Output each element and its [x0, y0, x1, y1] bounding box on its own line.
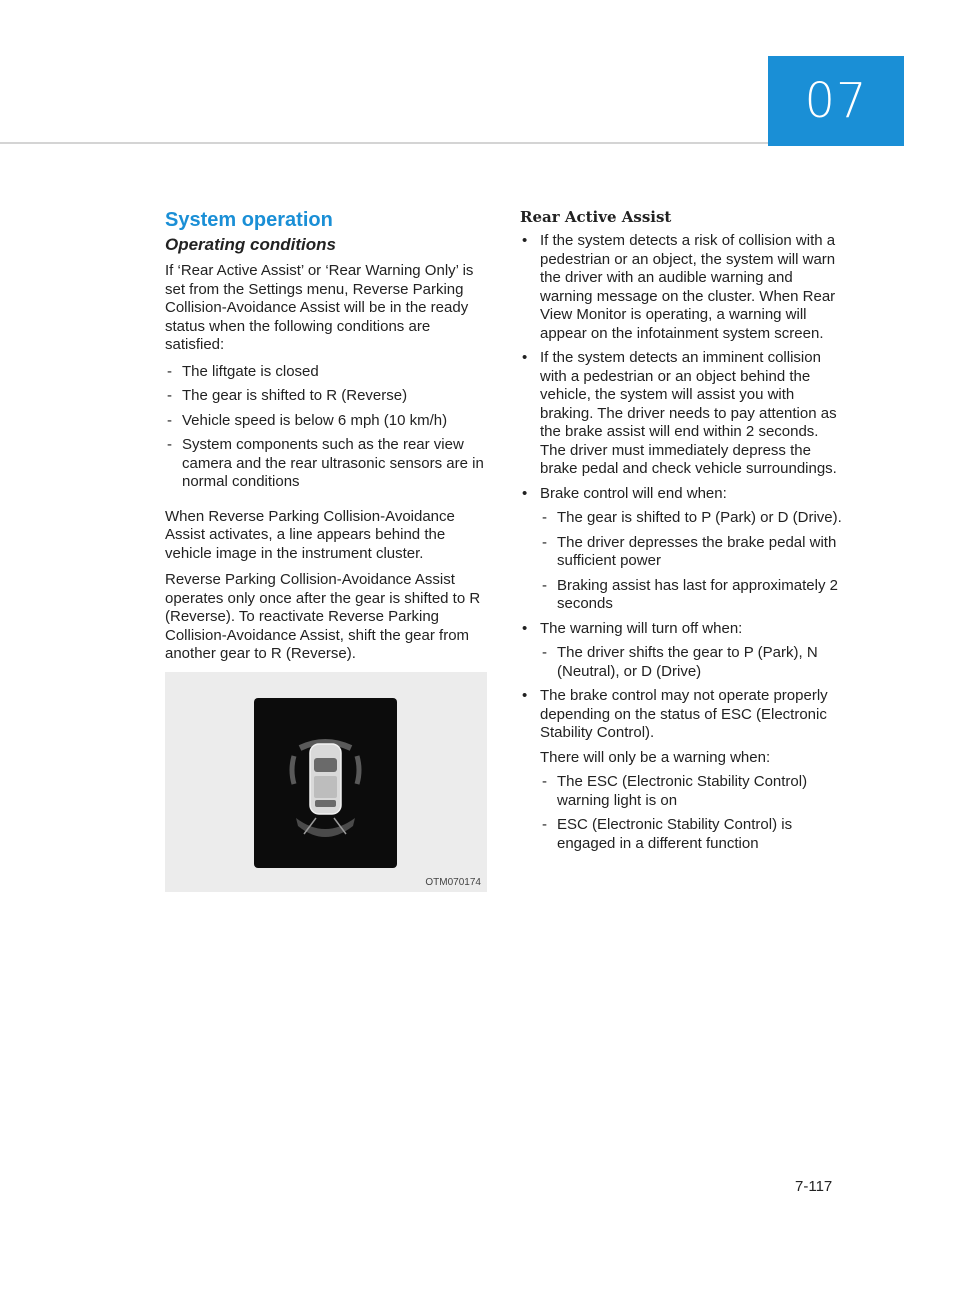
warning-off-list: [540, 644, 842, 681]
list-item: • If the system detects a risk of collision with a pedestrian or an object, the system will warn the driver with an audible warning and warning message on the cluster. When Rear View Monitor is operating, a warning will appear on the infotainment system screen.: [522, 232, 836, 342]
rear-active-assist-title: Rear Active Assist: [520, 208, 672, 226]
list-item: - Braking assist has last for approximately 2 seconds: [540, 577, 842, 614]
chapter-tab: [768, 56, 904, 146]
car-windshield: [314, 758, 337, 772]
header-rule: [0, 142, 768, 144]
bullet-icon: •: [522, 232, 528, 249]
bullet-icon: •: [522, 619, 528, 637]
conditions-list: [165, 363, 487, 492]
list-item: [520, 687, 842, 853]
section-title: System operation: [165, 209, 333, 231]
warning-only-list: [540, 773, 842, 853]
left-column: [165, 206, 487, 892]
list-item: - The driver depresses the brake pedal with sufficient power: [540, 534, 842, 571]
sensor-arc-left: [292, 756, 294, 784]
list-item: - ESC (Electronic Stability Control) is engaged in a different function: [540, 816, 842, 853]
brake-end-list: [540, 509, 842, 614]
list-item: • Brake control will end when: - The gear is shifted to P (Park) or D (Drive). - The driver depresses the brake pedal with sufficient power - Braking assist has last for approximately 2 seconds: [520, 485, 842, 614]
vehicle-warning-illustration: [254, 698, 397, 868]
list-item: - The liftgate is closed: [165, 363, 487, 382]
list-item: - The driver shifts the gear to P (Park), N (Neutral), or D (Drive): [540, 644, 842, 681]
paragraph: Reverse Parking Collision-Avoidance Assist operates only once after the gear is shifted to R (Reverse). To reactivate Reverse Parking Collision-Avoidance Assist, shift the gear from another gear to R (Reverse).: [165, 571, 481, 662]
car-rear-window: [315, 800, 336, 807]
list-item: - The gear is shifted to R (Reverse): [165, 387, 487, 406]
chapter-number: 07: [804, 73, 868, 129]
list-item: - The ESC (Electronic Stability Control) warning light is on: [540, 773, 842, 810]
figure: [165, 672, 487, 892]
intro-paragraph: If ‘Rear Active Assist’ or ‘Rear Warning Only’ is set from the Settings menu, Reverse Parking Collision-Avoidance Assist will be in the ready status when the following conditions are satisfied:: [165, 262, 474, 353]
list-item: - System components such as the rear view camera and the rear ultrasonic sensors are in normal conditions: [165, 436, 487, 492]
list-item: • The warning will turn off when: - The driver shifts the gear to P (Park), N (Neutral), or D (Drive): [520, 620, 842, 682]
paragraph: When Reverse Parking Collision-Avoidance Assist activates, a line appears behind the vehicle image in the instrument cluster.: [165, 507, 455, 562]
bullet-icon: •: [522, 484, 528, 502]
page-number: 7-117: [795, 1178, 833, 1195]
sensor-arc-right: [357, 756, 359, 784]
paragraph: The brake control may not operate properly depending on the status of ESC (Electronic Stability Control).: [540, 687, 828, 741]
figure-code: OTM070174: [425, 876, 481, 888]
rear-zone: [296, 818, 355, 837]
rear-assist-list: [520, 232, 842, 853]
car-roof: [314, 776, 337, 798]
cluster-screen: [254, 698, 397, 868]
bullet-icon: •: [522, 687, 528, 704]
sub-title: Operating conditions: [165, 235, 336, 254]
bullet-icon: •: [522, 349, 528, 366]
paragraph: There will only be a warning when:: [540, 748, 771, 766]
right-column: [520, 206, 842, 859]
list-item: - Vehicle speed is below 6 mph (10 km/h): [165, 412, 487, 431]
list-item: - The gear is shifted to P (Park) or D (Drive).: [540, 509, 842, 528]
list-item: • If the system detects an imminent collision with a pedestrian or an object behind the vehicle, the system will assist you with braking. The driver needs to pay attention as the brake assist will end within 2 seconds. The driver must immediately depress the brake pedal and check vehicle surroundings.: [522, 349, 837, 477]
